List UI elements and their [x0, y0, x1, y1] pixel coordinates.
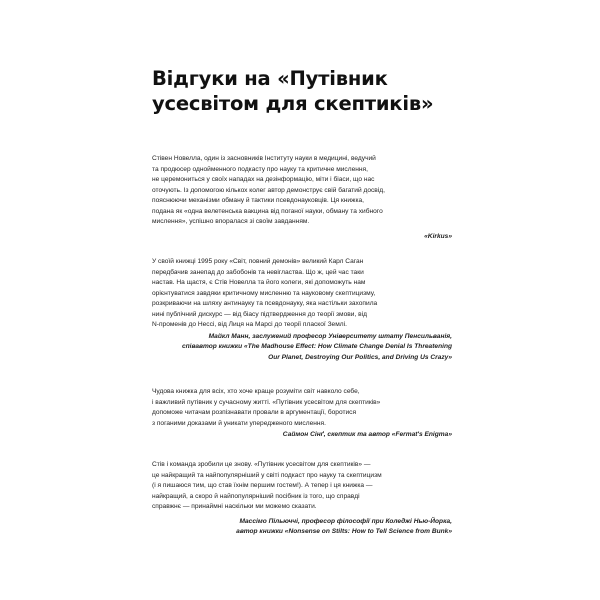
- review-attribution: Массімо Пільюччі, професор філософії при Коледжі Нью-Йорка,: [239, 517, 452, 525]
- review-line: і важливий путівник у сучасному житті. «Путівник усесвітом для скептиків»: [152, 398, 381, 406]
- review-attribution: Майкл Манн, заслужений професор Університету штату Пенсильванія,: [208, 332, 452, 340]
- review-line: справжнє — принаймні наскільки ми можемо сказати.: [152, 503, 317, 510]
- review-mann: [152, 257, 452, 363]
- title-line: усесвітом для скептиків»: [152, 92, 434, 115]
- review-line: допоможе читачам розпізнавати провали в аргументації, боротися: [152, 409, 357, 416]
- review-line: розкриваючи на шляху антинауку та псевдонауку, яка настільки захопила: [152, 300, 378, 307]
- review-line: пояснюючи механізми обману й тактики псевдонауковців. Ця книжка,: [152, 197, 365, 204]
- review-line: оточують. Із допомогою кількох колег автор демонструє свій багатий досвід,: [152, 186, 385, 194]
- review-kirkus: [152, 154, 452, 242]
- review-line: Стівен Новелла, один із засновників Інституту науки в медицині, ведучий: [152, 155, 376, 162]
- review-line: подана як «одна велетенська вакцина від поганої науки, обману та хибного: [152, 207, 383, 215]
- review-line: не церемониться у своїх нападах на дезінформацію, міти і біаси, що нас: [152, 176, 375, 183]
- review-attribution: Саймон Сінґ, скептик та автор «Fermat's Enigma»: [282, 431, 452, 438]
- title-line: Відгуки на «Путівник: [152, 67, 388, 90]
- review-line: та продюсер однойменного подкасту про науку та критичне мислення,: [152, 165, 368, 173]
- review-line: з поганими доказами й уникати упередженого мислення.: [152, 419, 326, 427]
- review-attribution: співавтор книжки «The Madhouse Effect: How Climate Change Denial Is Threatening: [181, 343, 452, 350]
- review-line: найкращий, а скоро й найпопулярніший посібник із того, що справді: [152, 492, 360, 500]
- review-line: N-променів до Нессі, від Лиця на Марсі до теорії пласкої Землі.: [152, 321, 347, 328]
- review-line: Стів і команда зробили це знову. «Путівник усесвітом для скептиків» —: [152, 461, 371, 468]
- review-line: Чудова книжка для всіх, хто хоче краще розуміти світ навколо себе,: [152, 388, 360, 395]
- review-attribution: «Kirkus»: [424, 232, 452, 240]
- review-line: орієнтуватися завдяки критичному мисленню та науковому скептицизму,: [152, 289, 376, 297]
- page-title: [152, 66, 472, 116]
- review-line: нині публічний дискурс — від біасу підтвердження до теорії змови, від: [152, 310, 367, 318]
- review-attribution: автор книжки «Nonsense on Stilts: How to Tell Science from Bunk»: [236, 528, 452, 535]
- review-singh: [152, 387, 452, 441]
- review-line: У своїй книжці 1995 року «Світ, повний демонів» великий Карл Саган: [152, 258, 364, 265]
- review-line: мислення», успішно впоралася зі своїм завданням.: [152, 218, 310, 225]
- review-line: це найкращий та найпопулярніший у світі подкаст про науку та скептицизм: [152, 471, 382, 479]
- review-attribution: Our Planet, Destroying Our Politics, and Driving Us Crazy»: [268, 353, 452, 361]
- review-line: (і я пишаюся тим, що став їхнім першим гостем!). А тепер і ця книжка —: [152, 482, 373, 489]
- review-line: передбачив занепад до забобонів та невігластва. Що ж, цей час таки: [152, 268, 364, 276]
- review-line: настав. На щастя, є Стів Новелла та його колеги, які допоможуть нам: [152, 279, 366, 286]
- review-pigliucci: [152, 460, 452, 538]
